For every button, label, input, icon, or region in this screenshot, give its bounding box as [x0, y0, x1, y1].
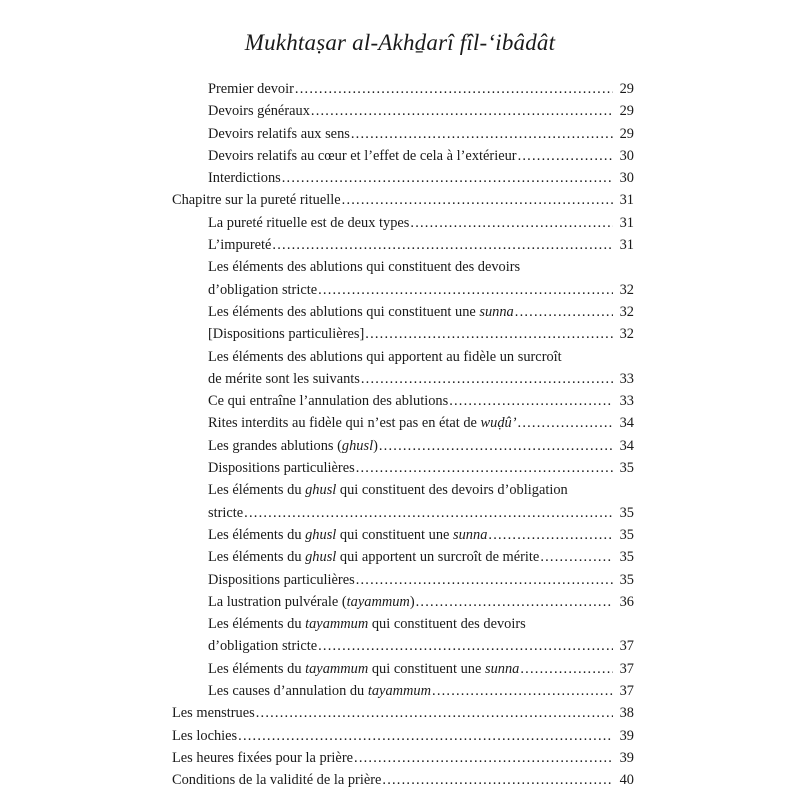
toc-entry-text: L’impureté: [208, 237, 272, 254]
toc-entry: [172, 212, 634, 234]
toc-entry-line: [208, 123, 634, 145]
dot-leader: [488, 524, 613, 546]
toc-entry: [172, 658, 634, 680]
toc-entry-line: [208, 680, 634, 702]
toc-entry: [172, 680, 634, 702]
toc-entry-text: Les heures fixées pour la prière: [172, 749, 354, 766]
toc-entry-title: [208, 123, 350, 145]
page-number: 33: [619, 370, 634, 387]
page-number: 34: [619, 437, 634, 454]
toc-entry: [172, 323, 634, 345]
page-number: 35: [619, 460, 634, 477]
toc-entry-text: Dispositions particulières: [208, 571, 355, 588]
toc-entry-line: [208, 524, 634, 546]
toc-entry-text: Les grandes ablutions (: [208, 437, 342, 454]
dot-leader: [256, 702, 613, 724]
page-number: 30: [619, 170, 634, 187]
toc-entry-text: La lustration pulvérale (: [208, 593, 347, 610]
toc-entry: [172, 457, 634, 479]
toc-entry-title: [172, 747, 353, 769]
toc-entry-text: Les éléments des ablutions qui constituent des devoirs: [208, 259, 521, 276]
toc-entry-text: Les éléments du: [208, 526, 306, 543]
toc-entry-title: [208, 279, 317, 301]
toc-entry: [172, 145, 634, 167]
page-number: 36: [619, 593, 634, 610]
toc-entry-text: ): [373, 437, 378, 454]
toc-entry-italic-term: ghusl: [341, 437, 374, 454]
toc-entry-text: Dispositions particulières: [208, 460, 355, 477]
toc-entry: [172, 301, 634, 323]
page-number: 37: [619, 683, 634, 700]
dot-leader: [379, 435, 613, 457]
toc-entry-text: qui constituent des devoirs d’obligation: [336, 482, 568, 499]
toc-entry-line: [172, 747, 634, 769]
toc-entry-line: [172, 725, 634, 747]
toc-entry-title: [208, 546, 539, 568]
toc-entry-line: [208, 368, 634, 390]
toc-entry-text: Devoirs généraux: [208, 103, 310, 120]
toc-entry-text: Conditions de la validité de la prière: [172, 772, 382, 789]
toc-entry-line: [208, 412, 634, 434]
toc-entry-line: [208, 78, 634, 100]
toc-entry: [172, 769, 634, 791]
page-number: 39: [619, 727, 634, 744]
toc-entry: [172, 613, 634, 658]
dot-leader: [354, 747, 613, 769]
toc-entry-text: Premier devoir: [208, 81, 294, 97]
toc-entry-line: [208, 301, 634, 323]
dot-leader: [238, 725, 613, 747]
toc-entry-italic-term: sunna: [453, 526, 488, 543]
toc-entry-text: Devoirs relatifs aux sens: [208, 125, 350, 142]
toc-entry-italic-term: sunna: [479, 303, 514, 320]
toc-entry-text: Les causes d’annulation du: [208, 683, 368, 700]
toc-entry-title: [208, 167, 281, 189]
dot-leader: [432, 680, 613, 702]
page-number: 31: [619, 214, 634, 231]
toc-entry-title: [208, 78, 294, 100]
dot-leader: [416, 591, 613, 613]
toc-entry-text: ): [409, 593, 415, 610]
dot-leader: [282, 167, 613, 189]
toc-entry: [172, 167, 634, 189]
page-number: 37: [619, 638, 634, 655]
toc-entry-line: [208, 546, 634, 568]
toc-entry-title: [172, 725, 237, 747]
toc-entry-text: Devoirs relatifs au cœur et l’effet de cela à l’extérieur: [208, 147, 517, 164]
toc-entry-title: [208, 502, 243, 524]
toc-entry-text: Les éléments des ablutions qui apportent au fidèle un surcroît: [208, 348, 562, 365]
dot-leader: [361, 368, 613, 390]
page-number: 32: [619, 303, 634, 320]
page-number: 40: [619, 772, 634, 789]
toc-entry: [172, 234, 634, 256]
dot-leader: [295, 78, 613, 100]
toc-entry-line: [208, 167, 634, 189]
toc-entry-line: [208, 658, 634, 680]
toc-entry: [172, 346, 634, 391]
dot-leader: [520, 658, 613, 680]
toc-entry: [172, 591, 634, 613]
toc-entry-italic-term: tayammum: [346, 593, 410, 610]
toc-entry-text: Ce qui entraîne l’annulation des ablutions: [208, 393, 449, 410]
dot-leader: [382, 769, 613, 791]
toc-entry-line: [208, 279, 634, 301]
dot-leader: [272, 234, 613, 256]
toc-entry-line: [208, 457, 634, 479]
toc-entry: [172, 702, 634, 724]
toc-entry-line: [208, 635, 634, 657]
toc-entry: [172, 747, 634, 769]
toc-entry-title: [208, 658, 519, 680]
toc-entry-title: [208, 412, 517, 434]
toc-entry-line: [208, 591, 634, 613]
toc-entry: [172, 479, 634, 524]
toc-entry: [172, 100, 634, 122]
dot-leader: [540, 546, 613, 568]
toc-entry-title: [208, 457, 355, 479]
toc-entry-title: [208, 368, 360, 390]
page-number: 35: [619, 504, 634, 521]
toc-entry-title: [208, 435, 378, 457]
page-number: 39: [619, 749, 634, 766]
dot-leader: [518, 145, 613, 167]
page-number: 35: [619, 571, 634, 588]
page-number: 32: [619, 281, 634, 298]
dot-leader: [449, 390, 613, 412]
toc-entry-text: de mérite sont les suivants: [208, 370, 360, 387]
toc-entry-text: d’obligation stricte: [208, 638, 318, 655]
toc-entry-text: La pureté rituelle est de deux types: [208, 214, 410, 231]
page-number: 35: [619, 526, 634, 543]
toc-entry-title: [208, 234, 271, 256]
dot-leader: [515, 301, 613, 323]
toc-entry: [172, 569, 634, 591]
toc-entry-title: [208, 524, 487, 546]
toc-entry-title: [208, 591, 415, 613]
toc-entry-italic-term: tayammum: [305, 660, 369, 677]
toc-entry-line: [208, 569, 634, 591]
toc-entry: [172, 524, 634, 546]
toc-entry-italic-term: tayammum: [305, 616, 369, 633]
toc-entry-text: Les éléments du: [208, 660, 306, 677]
dot-leader: [311, 100, 613, 122]
toc-entry: [172, 546, 634, 568]
toc-entry-first-line: [208, 256, 634, 278]
toc-entry-text: qui constituent une: [336, 526, 454, 543]
toc-entry-line: [208, 323, 634, 345]
page-number: 32: [619, 326, 634, 343]
toc-entry-line: [208, 502, 634, 524]
dot-leader: [356, 569, 613, 591]
toc-entry-line: [208, 212, 634, 234]
toc-entry-text: Les lochies: [172, 727, 238, 744]
page-number: 37: [619, 660, 634, 677]
page-number: 29: [619, 125, 634, 142]
toc-entry-italic-term: tayammum: [367, 683, 432, 700]
toc-entry-title: [172, 189, 341, 211]
toc-entry-italic-term: sunna: [484, 660, 520, 677]
toc-entry-text: Les éléments des ablutions qui constituent une: [208, 303, 480, 320]
toc-entry-title: [172, 769, 381, 791]
toc-entry-title: [208, 323, 364, 345]
toc-entry-title: [208, 301, 514, 323]
toc-entry-line: [208, 145, 634, 167]
toc-entry-italic-term: wuḍû’: [480, 415, 517, 432]
toc-entry-text: Rites interdits au fidèle qui n’est pas en état de: [208, 415, 481, 432]
toc-entry: [172, 725, 634, 747]
page-number: 34: [619, 415, 634, 432]
toc-entry: [172, 390, 634, 412]
toc-entry-text: qui apportent un surcroît de mérite: [336, 549, 540, 566]
toc-entry-title: [208, 635, 317, 657]
toc-entry: [172, 256, 634, 301]
toc-entry-text: Les éléments du: [208, 482, 306, 499]
toc-entry-italic-term: ghusl: [305, 482, 337, 499]
toc-entry-first-line: [208, 479, 634, 501]
toc-entry-line: [208, 390, 634, 412]
toc-entry-title: [208, 100, 310, 122]
toc-entry: [172, 435, 634, 457]
toc-entry: [172, 123, 634, 145]
dot-leader: [318, 635, 613, 657]
toc-entry-line: [172, 702, 634, 724]
toc-entry: [172, 412, 634, 434]
toc-entry-text: Les menstrues: [172, 705, 255, 722]
toc-entry-text: stricte: [208, 504, 244, 521]
toc-entry-text: [Dispositions particulières]: [208, 326, 365, 343]
toc-entry-line: [208, 435, 634, 457]
page-number: 30: [619, 147, 634, 164]
toc-entry-title: [208, 212, 409, 234]
toc-entry-text: Interdictions: [208, 170, 281, 187]
toc-entry-italic-term: ghusl: [305, 549, 337, 566]
toc-entry-title: [208, 680, 431, 702]
toc-entry-title: [172, 702, 255, 724]
toc-entry-text: qui constituent des devoirs: [368, 616, 526, 633]
dot-leader: [518, 412, 613, 434]
dot-leader: [365, 323, 613, 345]
dot-leader: [351, 123, 613, 145]
dot-leader: [356, 457, 613, 479]
toc-entry-text: Les éléments du: [208, 549, 306, 566]
dot-leader: [244, 502, 613, 524]
toc-entry-title: [208, 145, 517, 167]
toc-entry: [172, 78, 634, 100]
toc-entry-text: qui constituent une: [368, 660, 485, 677]
dot-leader: [342, 189, 613, 211]
toc-entry: [172, 189, 634, 211]
page-number: 29: [619, 103, 634, 120]
page-number: 35: [619, 549, 634, 566]
toc-entry-first-line: [208, 613, 634, 635]
running-title: Mukhtaṣar al-Akhḏarî fîl-‘ibâdât: [244, 30, 556, 55]
page-number: 31: [619, 192, 634, 209]
table-of-contents: [172, 78, 634, 792]
toc-entry-line: [208, 100, 634, 122]
toc-entry-line: [172, 189, 634, 211]
dot-leader: [318, 279, 613, 301]
toc-entry-text: Chapitre sur la pureté rituelle: [172, 192, 341, 209]
toc-entry-text: Les éléments du: [208, 616, 306, 633]
page-number: 29: [619, 81, 634, 97]
toc-entry-first-line: [208, 346, 634, 368]
toc-entry-italic-term: ghusl: [305, 526, 337, 543]
page-number: 33: [619, 393, 634, 410]
toc-entry-title: [208, 569, 355, 591]
dot-leader: [410, 212, 613, 234]
toc-entry-line: [208, 234, 634, 256]
toc-entry-text: d’obligation stricte: [208, 281, 318, 298]
toc-entry-line: [172, 769, 634, 791]
page-number: 38: [619, 705, 634, 722]
page-number: 31: [619, 237, 634, 254]
toc-entry-title: [208, 390, 448, 412]
